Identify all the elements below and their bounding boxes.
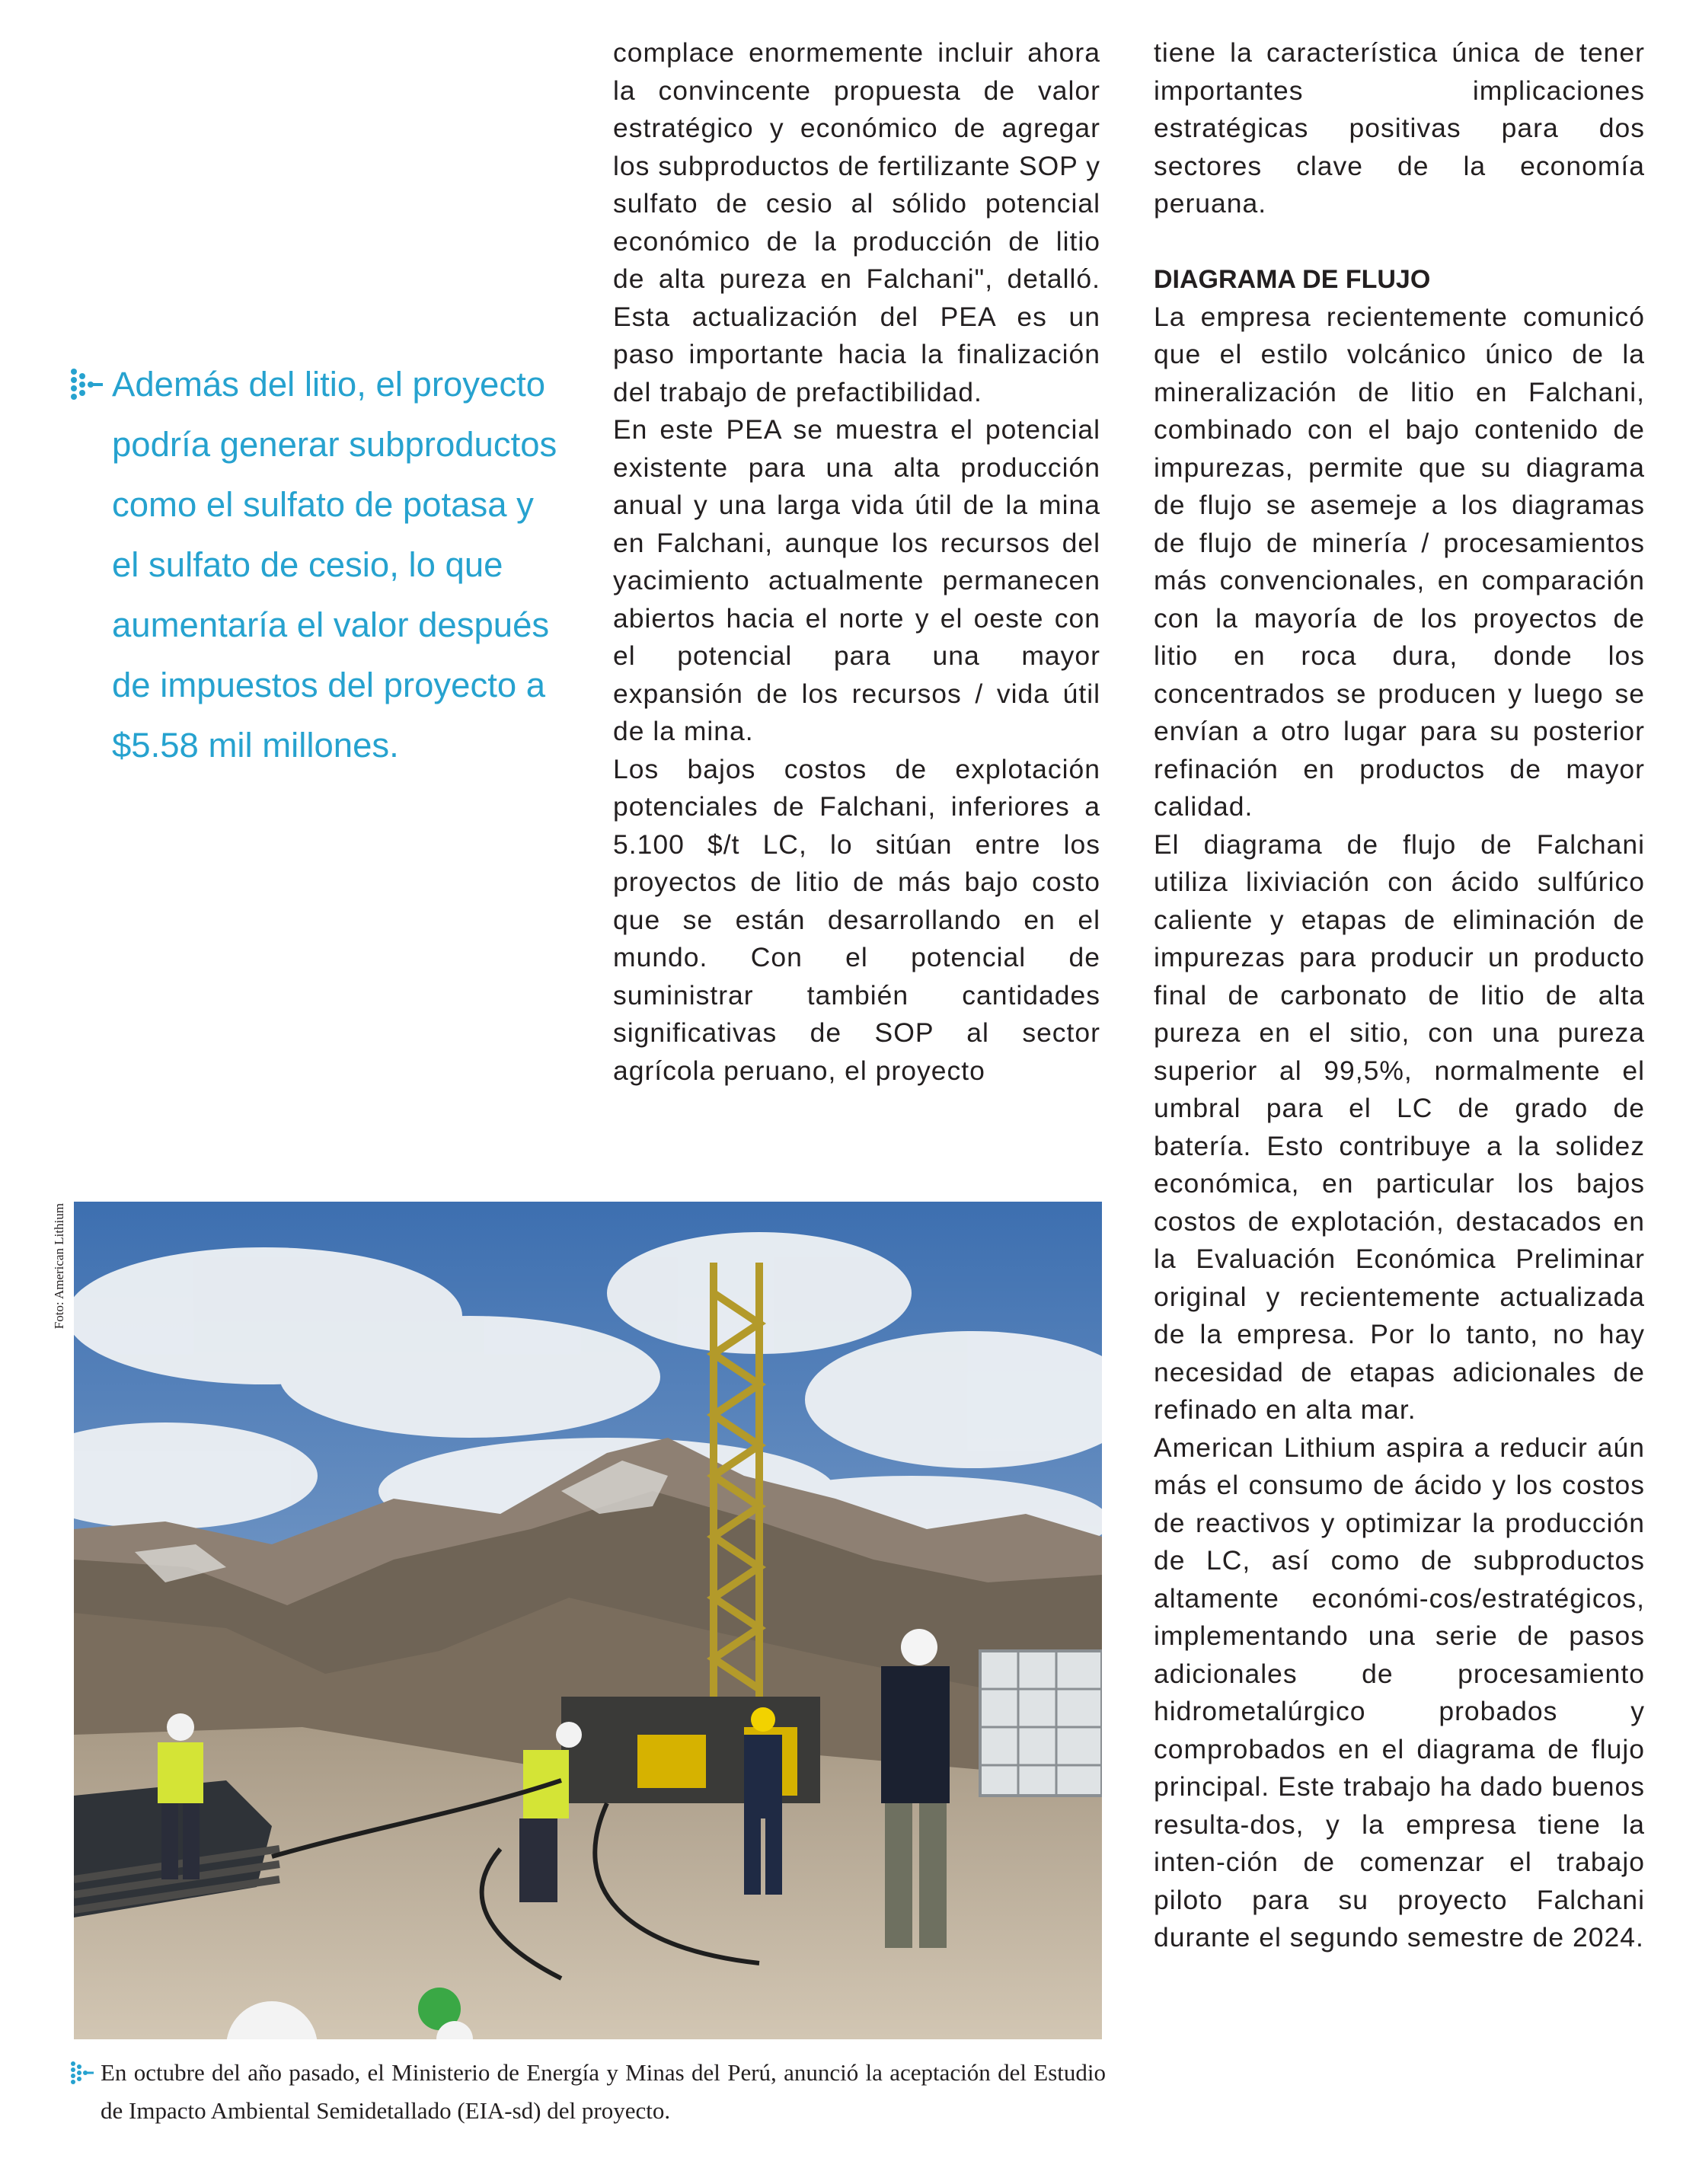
paragraph: En este PEA se muestra el potencial existente para una alta producción anual y una larga vida útil de la mina en Falchani, aunque los recursos del yacimiento actualmente permanecen abiertos hacia el norte y el oeste con el potencial para una mayor expansión de los recursos / vida útil de la mina. xyxy=(613,414,1100,746)
paragraph: La empresa recientemente comunicó que el estilo volcánico único de la mineralización de litio en Falchani, combinado con el bajo contenido de impurezas, permite que su diagrama de flujo se asemeje a los diagramas de flujo de minería / procesamientos más convencionales, en comparación con la mayoría de los proyectos de litio en roca dura, donde los concentrados se producen y luego se envían a otro lugar para su posterior refinación en productos de mayor calidad. xyxy=(1154,301,1645,822)
article-photo xyxy=(74,1202,1102,2039)
photo-credit: Foto: American Lithium xyxy=(52,1203,66,1330)
section-heading: DIAGRAMA DE FLUJO xyxy=(1154,264,1431,294)
dots-arrow-icon xyxy=(70,368,104,407)
pull-quote xyxy=(70,354,557,775)
paragraph: El diagrama de flujo de Falchani utiliza lixiviación con ácido sulfúrico caliente y etapas de eliminación de impurezas para producir un producto final de carbonato de litio de alta pureza en el sitio, con una pureza superior al 99,5%, normalmente el umbral para el LC de grado de batería. Esto contribuye a la solidez económica, en particular los bajos costos de explotación, destacados en la Evaluación Económica Preliminar original y recientemente actualizada de la empresa. Por lo tanto, no hay necesidad de etapas adicionales de refinado en alta mar. xyxy=(1154,829,1645,1425)
article-column-right xyxy=(1154,34,1645,1957)
paragraph: Los bajos costos de explotación potenciales de Falchani, inferiores a 5.100 $/t LC, lo sitúan entre los proyectos de litio de más bajo costo que se están desarrollando en el mundo. Con el potencial de suministrar también cantidades significativas de SOP al sector agrícola peruano, el proyecto xyxy=(613,753,1100,1086)
pull-quote-text: Además del litio, el proyecto podría generar subproductos como el sulfato de potasa y el sulfato de cesio, lo que aumentaría el valor después de impuestos del proyecto a $5.58 mil millones. xyxy=(112,365,557,765)
paragraph: tiene la característica única de tener importantes implicaciones estratégicas positivas para dos sectores clave de la economía peruana. xyxy=(1154,37,1645,219)
caption-text: En octubre del año pasado, el Ministerio de Energía y Minas del Perú, anunció la aceptación del Estudio de Impacto Ambiental Semidetallado (EIA-sd) del proyecto. xyxy=(101,2059,1106,2124)
paragraph: American Lithium aspira a reducir aún más el consumo de ácido y los costos de reactivos y optimizar la producción de LC, así como de subproductos altamente económi-cos/estratégicos, implementando una serie de pasos adicionales de procesamiento hidrometalúrgico probados y comprobados en el diagrama de flujo principal. Este trabajo ha dado buenos resulta-dos, y la empresa tiene la inten-ción de comenzar el trabajo piloto para su proyecto Falchani durante el segundo semestre de 2024. xyxy=(1154,1432,1645,1953)
dots-arrow-icon xyxy=(70,2060,94,2098)
article-column-middle xyxy=(613,34,1100,1090)
paragraph: complace enormemente incluir ahora la convincente propuesta de valor estratégico y económico de agregar los subproductos de fertilizante SOP y sulfato de cesio al sólido potencial económico de la producción de litio de alta pureza en Falchani", detalló. Esta actualización del PEA es un paso importante hacia la finalización del trabajo de prefactibilidad. xyxy=(613,37,1100,407)
photo-caption xyxy=(70,2054,1106,2130)
